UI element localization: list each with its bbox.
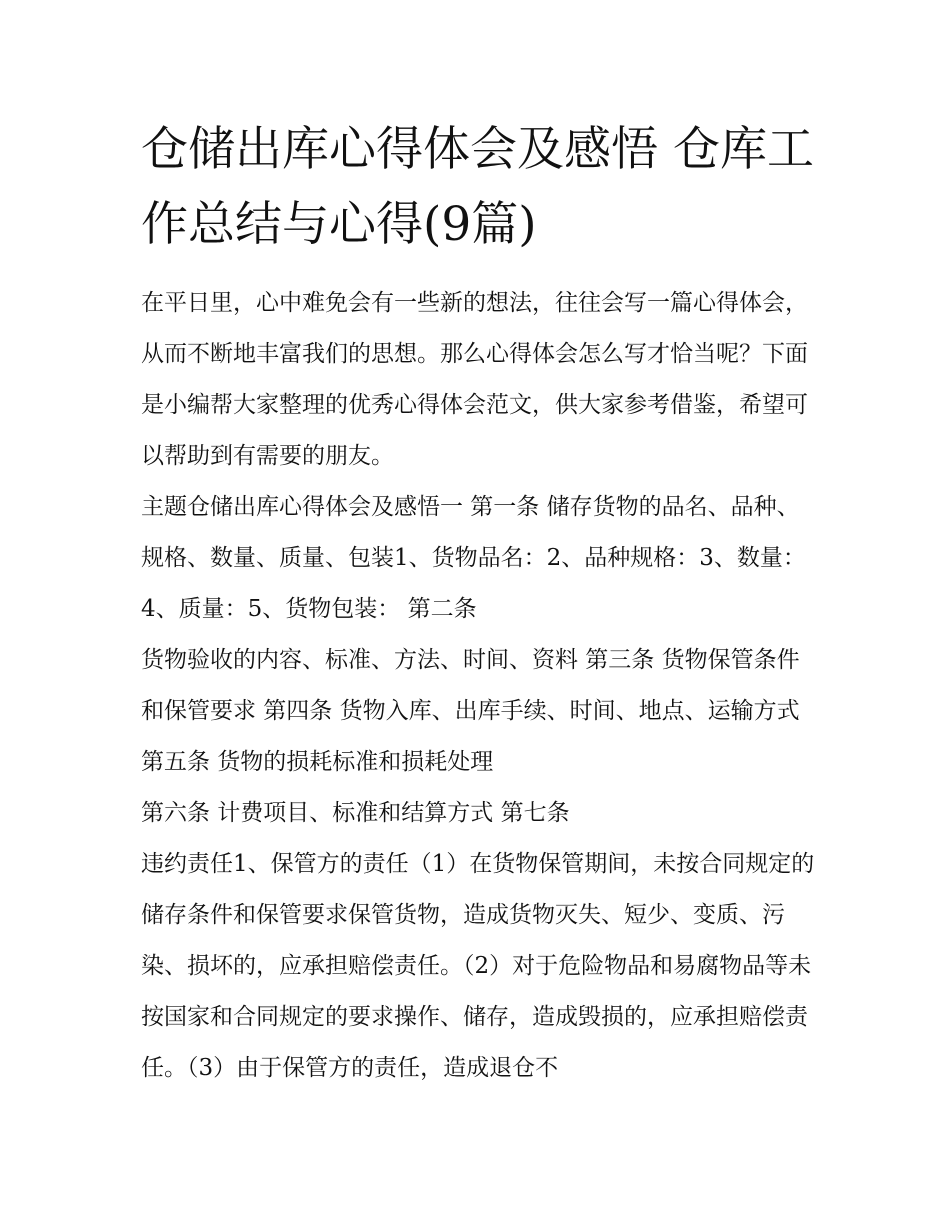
intro-paragraph: 在平日里，心中难免会有一些新的想法，往往会写一篇心得体会，从而不断地丰富我们的思想。那么心得体会怎么写才恰当呢？下面是小编帮大家整理的优秀心得体会范文，供大家参考借鉴，希望可以帮助到有需要的朋友。 — [141, 290, 808, 469]
liability-paragraph: 违约责任1、保管方的责任（1）在货物保管期间，未按合同规定的储存条件和保管要求保管货物，造成货物灭失、短少、变质、污染、损坏的，应承担赔偿责任。（2）对于危险物品和易腐物品等未按国家和合同规定的要求操作、储存，造成毁损的，应承担赔偿责任。（3）由于保管方的责任，造成退仓不 — [141, 851, 815, 1081]
billing-paragraph: 第六条 计费项目、标准和结算方式 第七条 — [141, 800, 570, 826]
storage-goods-paragraph: 主题仓储出库心得体会及感悟一 第一条 储存货物的品名、品种、规格、数量、质量、包装1、货物品名：2、品种规格：3、数量：4、质量：5、货物包装： 第二条 — [141, 494, 806, 622]
document-title: 仓储出库心得体会及感悟 仓库工作总结与心得(9篇) — [141, 122, 814, 252]
document-body — [141, 278, 816, 1094]
inspection-paragraph: 货物验收的内容、标准、方法、时间、资料 第三条 货物保管条件和保管要求 第四条 货物入库、出库手续、时间、地点、运输方式 第五条 货物的损耗标准和损耗处理 — [141, 647, 800, 775]
